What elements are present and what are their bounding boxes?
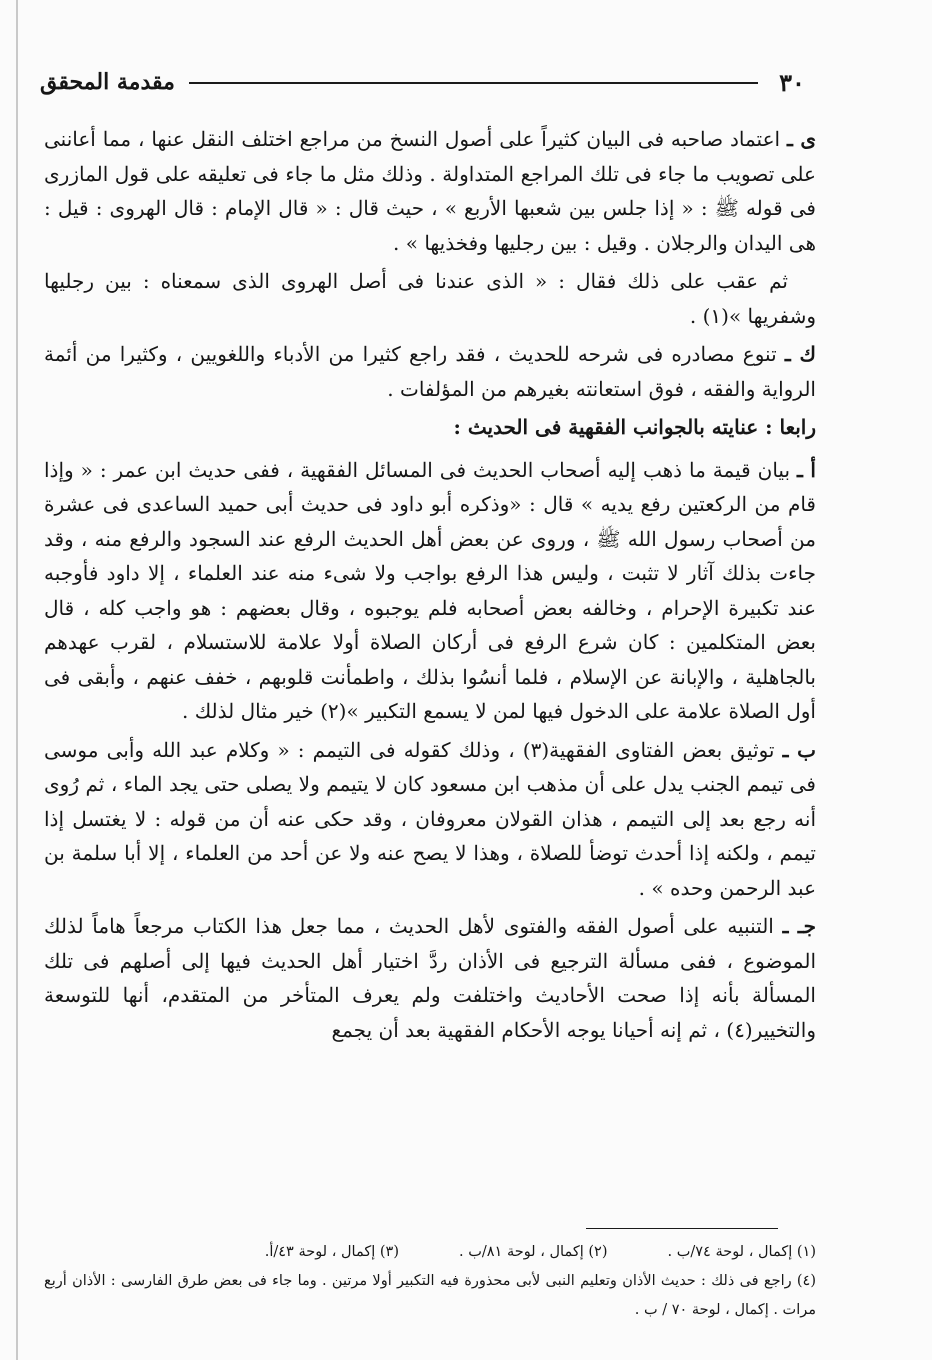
paragraph-text: اعتماد صاحبه فى البيان كثيراً على أصول النسخ من مراجع اختلف النقل عنها ، مما أعاننى على تصويب ما جاء فى تلك المراجع المتداولة . وذلك مثل ما جاء فى تعليقه على قول المازرى فى قوله ﷺ : « إذا جلس بين شعبها الأربع » ، حيث قال : « قال الإمام : قال الهروى : قيل : هى اليدان والرجلان . وقيل : بين رجليها وفخذيها » . (44, 127, 816, 255)
paragraph-ba (44, 733, 816, 906)
paragraph-marker: أ ـ (797, 457, 816, 482)
paragraph-marker: جـ ـ (782, 914, 817, 938)
main-text (44, 122, 816, 1051)
footnote-4: (٤) راجع فى ذلك : حديث الأذان وتعليم النبى لأبى محذورة فيه التكبير أولا مرتين . وما جاء فى بعض طرق الفارسى : الأذان أربع مرات . إكمال ، لوحة ٧٠ / ب . (44, 1273, 816, 1318)
paragraph-text: بيان قيمة ما ذهب إليه أصحاب الحديث فى المسائل الفقهية ، ففى حديث ابن عمر : « وإذا قام من الركعتين رفع يديه » قال : «وذكره أبو داود فى حديث أبى حميد الساعدى فى عشرة من أصحاب رسول الله ﷺ ، وروى عن بعض أهل الحديث الرفع عند السجود والرفع منه ، وقد جاءت بذلك آثار لا تثبت ، وليس هذا الرفع بواجب ولا شىء منه عند العلماء ، إلا داود فأوجبه عند تكبيرة الإحرام ، وخالفه بعض أصحابه فلم يوجبوه ، وقال بعضهم : هو واجب كله ، قال بعض المتكلمين : كان شرع الرفع فى أركان الصلاة أولا علامة للاستسلام ، لقرب عهدهم بالجاهلية ، والإبانة عن الإسلام ، فلما أنسُوا بذلك ، واطمأنت قلوبهم ، خفف عنهم ، وأبقى فى أول الصلاة علامة على الدخول فيها لمن لا يسمع التكبير »(٢) خير مثال لذلك . (44, 457, 816, 723)
footnote-row (44, 1238, 816, 1267)
footnote-1: (١) إكمال ، لوحة ٧٤/ب . (667, 1244, 816, 1260)
section-heading: رابعا : عنايته بالجوانب الفقهية فى الحديث : (453, 415, 816, 439)
paragraph-jim (44, 909, 816, 1047)
running-title: مقدمة المحقق (40, 69, 175, 95)
paragraph-marker: ى ـ (786, 127, 816, 151)
paragraph-continuation (44, 264, 816, 333)
footnote-2: (٢) إكمال ، لوحة ٨١/ب . (459, 1244, 608, 1260)
paragraph-ya (44, 122, 816, 260)
header-rule (189, 82, 758, 84)
paragraph-marker: ب ـ (782, 737, 817, 762)
paragraph-text: توثيق بعض الفتاوى الفقهية(٣) ، وذلك كقوله فى التيمم : « وكلام عبد الله وأبى موسى فى تيمم الجنب يدل على أن مذهب ابن مسعود كان لا يتيمم ولا يصلى حتى يجد الماء ، ثم رُوى أنه رجع بعد إلى التيمم ، هذان القولان معروفان ، وقد حكى عنه أن من قوله : لا يغتسل إذا تيمم ، ولكنه إذا أحدث توضأ للصلاة ، وهذا لا يصح عنه ولا عن أحد من العلماء ، إلا أبا سلمة بن عبد الرحمن وحده » . (44, 737, 816, 900)
paragraph-text: التنبيه على أصول الفقه والفتوى لأهل الحديث ، مما جعل هذا الكتاب مرجعاً هاماً لذلك الموضوع ، ففى مسألة الترجيع فى الأذان ردَّ اختيار أهل الحديث فيها إلى أصلهم فى تلك المسألة بأنه إذا صحت الأحاديث واختلفت ولم يعرف المتأخر من المتقدم، أنها للتوسعة والتخيير(٤) ، ثم إنه أحيانا يوجه الأحكام الفقهية بعد أن يجمع (44, 914, 816, 1042)
footnote-separator (586, 1228, 778, 1229)
footnotes (44, 1238, 816, 1325)
running-header (40, 62, 812, 102)
paragraph-text: تنوع مصادره فى شرحه للحديث ، فقد راجع كثيرا من الأدباء واللغويين ، وكثيرا من أئمة الرواية والفقه ، فوق استعانته بغيرهم من المؤلفات . (44, 342, 816, 401)
paragraph-kaf (44, 337, 816, 406)
paragraph-text: ثم عقب على ذلك فقال : « الذى عندنا فى أصل الهروى الذى سمعناه : بين رجليها وشفريها »(١) . (44, 269, 816, 328)
scan-edge-line (16, 0, 18, 1360)
paragraph-alif (44, 453, 816, 729)
footnote-3: (٣) إكمال ، لوحة ٤٣/أ. (264, 1244, 399, 1260)
page-number: ٣٠ (779, 67, 805, 97)
paragraph-marker: ك ـ (784, 342, 816, 366)
